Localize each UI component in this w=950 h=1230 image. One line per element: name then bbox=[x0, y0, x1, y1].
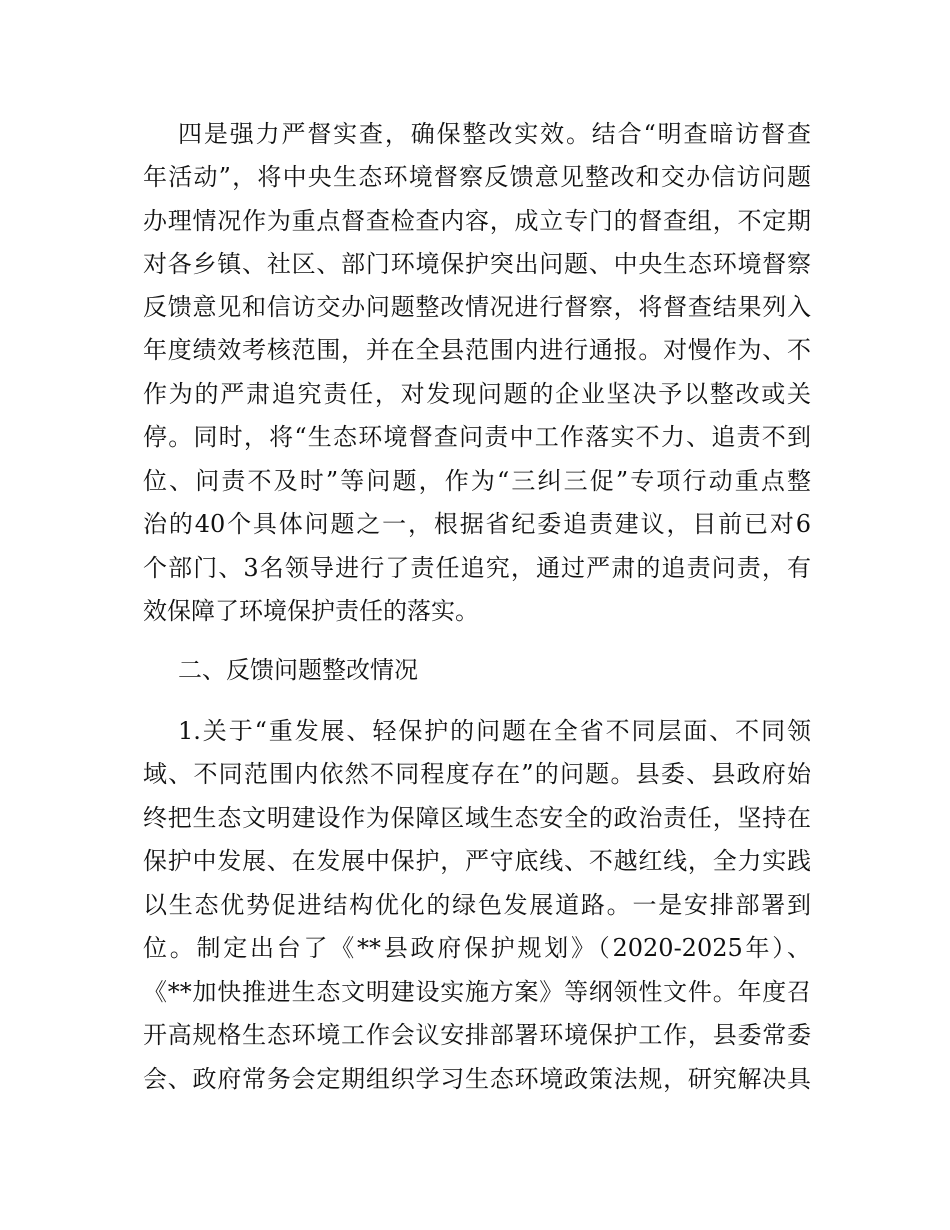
paragraph-line: 开高规格生态环境工作会议安排部署环境保护工作，县委常委 bbox=[143, 1021, 811, 1049]
paragraph-line: 效保障了环境保护责任的落实。 bbox=[143, 597, 479, 625]
paragraph-line: 位。制定出台了《**县政府保护规划》（2020-2025年）、 bbox=[143, 934, 811, 962]
paragraph-line: 作为的严肃追究责任，对发现问题的企业坚决予以整改或关 bbox=[143, 380, 811, 408]
paragraph-line: 停。同时，将“生态环境督查问责中工作落实不力、追责不到 bbox=[143, 423, 811, 451]
paragraph-line: 1.关于“重发展、轻保护的问题在全省不同层面、不同领 bbox=[178, 717, 811, 745]
paragraph-line: 以生态优势促进结构优化的绿色发展道路。一是安排部署到 bbox=[143, 891, 811, 919]
paragraph-line: 年度绩效考核范围，并在全县范围内进行通报。对慢作为、不 bbox=[143, 336, 811, 364]
paragraph-line: 反馈意见和信访交办问题整改情况进行督察，将督查结果列入 bbox=[143, 293, 811, 321]
paragraph-line: 保护中发展、在发展中保护，严守底线、不越红线，全力实践 bbox=[143, 847, 811, 875]
paragraph-line: 终把生态文明建设作为保障区域生态安全的政治责任，坚持在 bbox=[143, 804, 811, 832]
paragraph-line: 年活动”，将中央生态环境督察反馈意见整改和交办信访问题 bbox=[143, 163, 811, 191]
paragraph-line: 会、政府常务会定期组织学习生态环境政策法规，研究解决具 bbox=[143, 1065, 811, 1093]
paragraph-line: 个部门、3名领导进行了责任追究，通过严肃的追责问责，有 bbox=[143, 554, 811, 582]
section-heading: 二、反馈问题整改情况 bbox=[178, 656, 418, 684]
paragraph-line: 《**加快推进生态文明建设实施方案》等纲领性文件。年度召 bbox=[143, 978, 811, 1006]
paragraph-line: 四是强力严督实查，确保整改实效。结合“明查暗访督查 bbox=[178, 120, 811, 148]
paragraph-line: 对各乡镇、社区、部门环境保护突出问题、中央生态环境督察 bbox=[143, 250, 811, 278]
paragraph-line: 治的40个具体问题之一，根据省纪委追责建议，目前已对6 bbox=[143, 510, 811, 538]
paragraph-line: 位、问责不及时”等问题，作为“三纠三促”专项行动重点整 bbox=[143, 467, 811, 495]
paragraph-line: 域、不同范围内依然不同程度存在”的问题。县委、县政府始 bbox=[143, 760, 811, 788]
paragraph-line: 办理情况作为重点督查检查内容，成立专门的督查组，不定期 bbox=[143, 207, 811, 235]
